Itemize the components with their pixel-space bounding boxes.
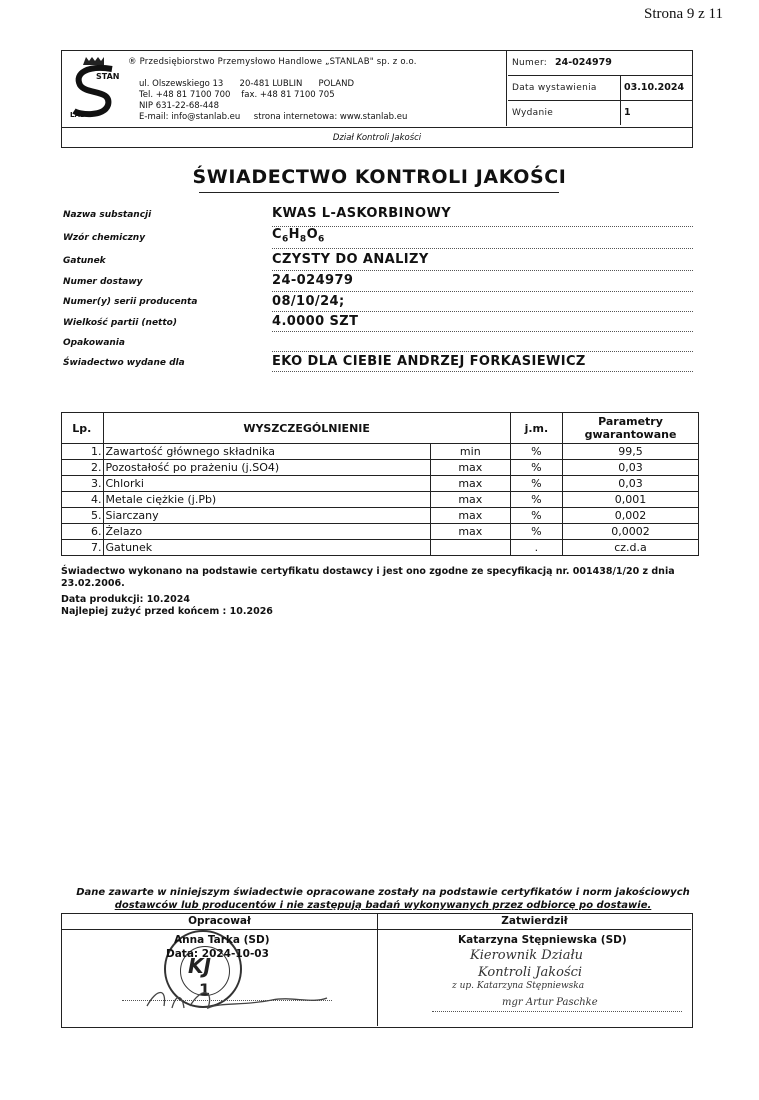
field-label-grade: Gatunek [63, 256, 106, 266]
approved-label: Zatwierdził [377, 914, 691, 930]
table-row [62, 540, 699, 556]
row-name: Metale ciężkie (j.Pb) [103, 492, 430, 508]
stamp-initials: KJ [188, 954, 211, 978]
row-cond: max [430, 508, 510, 524]
stamp-number: 1 [199, 980, 211, 999]
prepared-date: Data: 2024-10-03 [166, 948, 269, 960]
row-name: Siarczany [103, 508, 430, 524]
number-label: Numer: [512, 58, 548, 68]
row-value: 0,0002 [563, 524, 699, 540]
company-info [62, 51, 507, 126]
prepared-handwritten-signature [142, 984, 332, 1014]
table-row [62, 460, 699, 476]
table-row [62, 444, 699, 460]
prepared-name: Anna Tarka (SD) [174, 934, 270, 946]
row-name: Żelazo [103, 524, 430, 540]
issue-date-value: 03.10.2024 [620, 76, 692, 100]
logo-text-bottom: LAB [70, 111, 86, 119]
field-line [272, 351, 693, 352]
row-lp: 6. [62, 524, 104, 540]
approved-signature-line [432, 1011, 682, 1012]
approved-stamp-line-1: Kierownik Działu [470, 948, 584, 963]
row-value: 0,001 [563, 492, 699, 508]
table-row [62, 508, 699, 524]
row-unit: % [510, 492, 562, 508]
row-cond [430, 540, 510, 556]
field-line [272, 248, 693, 249]
header-unit: j.m. [510, 413, 562, 444]
row-name: Pozostałość po prażeniu (j.SO4) [103, 460, 430, 476]
field-line [272, 311, 693, 312]
field-line [272, 371, 693, 372]
row-name: Gatunek [103, 540, 430, 556]
field-line [272, 226, 693, 227]
certificate-note-date: 23.02.2006. [61, 578, 125, 589]
row-value: 99,5 [563, 444, 699, 460]
field-label-lot-size: Wielkość partii (netto) [63, 318, 177, 328]
row-unit: % [510, 508, 562, 524]
production-date: Data produkcji: 10.2024 [61, 594, 190, 605]
row-lp: 7. [62, 540, 104, 556]
row-value: 0,002 [563, 508, 699, 524]
field-value-formula: $C_6H_8O_6$ [272, 227, 325, 245]
field-value-substance: KWAS L-ASKORBINOWY [272, 206, 452, 221]
row-lp: 2. [62, 460, 104, 476]
row-lp: 1. [62, 444, 104, 460]
header-spec: WYSZCZEGÓLNIENIE [103, 413, 510, 444]
field-line [272, 331, 693, 332]
row-cond: max [430, 524, 510, 540]
letterhead [61, 50, 693, 128]
row-cond: max [430, 492, 510, 508]
edition-row [508, 101, 692, 126]
disclaimer-line-1: Dane zawarte w niniejszym świadectwie opracowane zostały na podstawie certyfikatów i norm jakościowych [76, 887, 690, 898]
company-name: ® Przedsiębiorstwo Przemysłowo Handlowe „STANLAB" sp. z o.o. [128, 57, 417, 67]
number-value: 24-024979 [555, 57, 612, 68]
page-number: Strona 9 z 11 [643, 6, 723, 22]
approved-name: Katarzyna Stępniewska (SD) [458, 934, 627, 946]
field-label-substance: Nazwa substancji [63, 210, 152, 220]
header-lp: Lp. [62, 413, 104, 444]
row-lp: 5. [62, 508, 104, 524]
logo-text-top: STAN [96, 72, 120, 81]
company-phone: Tel. +48 81 7100 700 fax. +48 81 7100 705 [139, 90, 335, 100]
department: Dział Kontroli Jakości [61, 128, 693, 148]
field-value-lot-size: 4.0000 SZT [272, 314, 359, 329]
number-row [508, 51, 692, 76]
edition-label: Wydanie [512, 108, 554, 118]
stanlab-logo [68, 55, 120, 119]
disclaimer-line-2: dostawców lub producentów i nie zastępują badań wykonywanych przez odbiorcę po dostawie. [114, 900, 652, 911]
company-nip: NIP 631-22-68-448 [139, 101, 219, 111]
field-line [272, 270, 693, 271]
table-row [62, 524, 699, 540]
field-label-issued-for: Świadectwo wydane dla [63, 358, 185, 368]
prepared-label: Opracował [62, 914, 377, 930]
row-unit: % [510, 524, 562, 540]
field-label-packaging: Opakowania [63, 338, 125, 348]
row-name: Chlorki [103, 476, 430, 492]
row-cond: min [430, 444, 510, 460]
row-cond: max [430, 460, 510, 476]
field-line [272, 291, 693, 292]
field-label-formula: Wzór chemiczny [63, 233, 146, 243]
title-underline [199, 192, 559, 193]
page-title: ŚWIADECTWO KONTROLI JAKOŚCI [192, 166, 567, 188]
issue-date-row [508, 76, 692, 101]
row-unit: % [510, 444, 562, 460]
row-lp: 4. [62, 492, 104, 508]
row-value: 0,03 [563, 460, 699, 476]
table-row [62, 492, 699, 508]
row-lp: 3. [62, 476, 104, 492]
row-unit: . [510, 540, 562, 556]
certificate-note: Świadectwo wykonano na podstawie certyfikatu dostawcy i jest ono zgodne ze specyfikacją nr. 001438/1/20 z dnia [61, 566, 675, 577]
approved-stamp-line-3: z up. Katarzyna Stępniewska [452, 981, 585, 991]
company-email: E-mail: info@stanlab.eu strona internetowa: www.stanlab.eu [139, 112, 408, 122]
table-header-row [62, 413, 699, 444]
field-value-issued-for: EKO DLA CIEBIE ANDRZEJ FORKASIEWICZ [272, 354, 586, 369]
header-params: Parametry gwarantowane [563, 413, 699, 444]
field-label-batch: Numer(y) serii producenta [63, 297, 198, 307]
field-value-grade: CZYSTY DO ANALIZY [272, 252, 429, 267]
row-unit: % [510, 460, 562, 476]
company-address: ul. Olszewskiego 13 20-481 LUBLIN POLAND [139, 79, 354, 89]
field-label-delivery-number: Numer dostawy [63, 277, 143, 287]
best-before: Najlepiej zużyć przed końcem : 10.2026 [61, 606, 273, 617]
row-value: cz.d.a [563, 540, 699, 556]
disclaimer [63, 886, 703, 912]
field-value-delivery-number: 24-024979 [272, 273, 354, 288]
signature-divider [377, 914, 378, 1026]
row-value: 0,03 [563, 476, 699, 492]
field-value-batch: 08/10/24; [272, 294, 345, 309]
row-cond: max [430, 476, 510, 492]
signature-table [61, 913, 693, 1028]
parameters-table [61, 412, 699, 556]
row-unit: % [510, 476, 562, 492]
approved-stamp-line-4: mgr Artur Paschke [502, 997, 598, 1008]
edition-value: 1 [620, 101, 692, 125]
document-meta [508, 51, 692, 126]
approved-stamp-line-2: Kontroli Jakości [478, 965, 583, 980]
table-row [62, 476, 699, 492]
issue-date-label: Data wystawienia [512, 83, 597, 93]
row-name: Zawartość głównego składnika [103, 444, 430, 460]
